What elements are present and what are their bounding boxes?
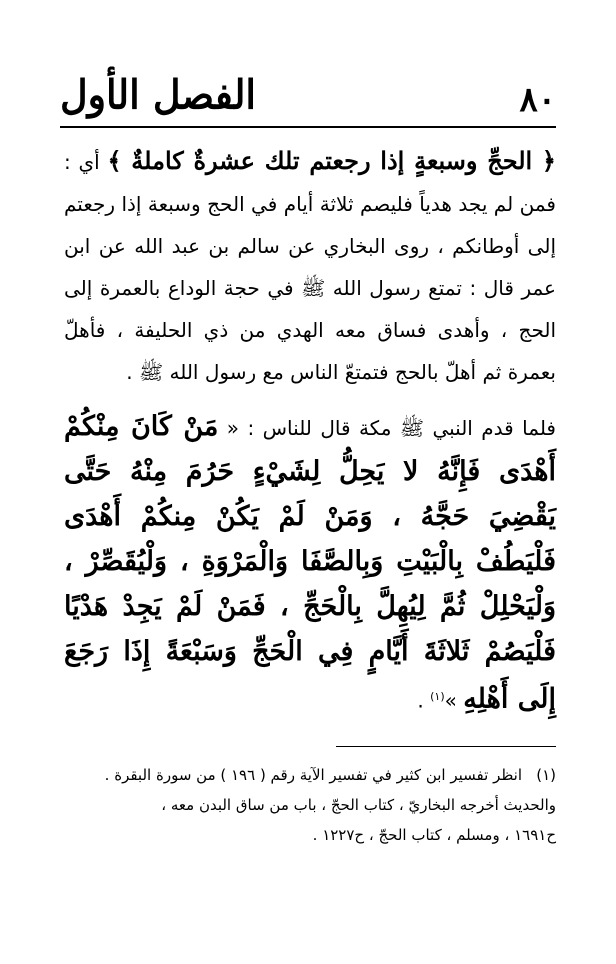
hadith-intro: فلما قدم النبي ﷺ مكة قال للناس : «: [218, 416, 556, 440]
page-header: [60, 70, 556, 126]
paragraph-tafsir-text: أي : فمن لم يجد هدياً فليصم ثلاثة أيام في الحج وسبعة إذا رجعتم إلى أوطانكم ، روى البخاري عن سالم بن عبد الله عن ابن عمر قال : تمتع رسول الله ﷺ في حجة الوداع بالعمرة إلى الحج ، وأهدى فساق معه الهدي من ذي الحليفة ، فأهلّ بعمرة ثم أهلّ بالحج فتمتعّ الناس مع رسول الله ﷺ .: [64, 150, 556, 384]
footnote-text: انظر تفسير ابن كثير في تفسير الآية رقم ( ١٩٦ ) من سورة البقرة .: [104, 766, 522, 784]
header-divider: [60, 126, 556, 128]
hadith-closing: »: [444, 688, 464, 713]
quran-verse: ﴿ الحجِّ وسبعةٍ إذا رجعتم تلك عشرةٌ كاملةٌ ﴾: [107, 146, 556, 175]
footnote-line: [64, 760, 556, 790]
footnotes: [64, 760, 556, 850]
hadith-end-mark: .: [417, 688, 431, 713]
footnote-text: والحديث أخرجه البخاريّ ، كتاب الحجّ ، باب من ساق البدن معه ،: [161, 796, 556, 814]
footnote-number: (١): [536, 766, 556, 784]
main-text: [64, 140, 556, 723]
footnote-text: ح١٦٩١ ، ومسلم ، كتاب الحجّ ، ح١٢٢٧ .: [312, 826, 556, 844]
paragraph-hadith: [64, 405, 556, 723]
footnote-line: [64, 790, 556, 820]
footnote-line: [64, 820, 556, 850]
hadith-text: مَنْ كَانَ مِنْكُمْ أَهْدَى فَإِنَّهُ لا يَحِلُّ لِشَيْءٍ حَرُمَ مِنْهُ حَتَّى يَقْضِيَ حَجَّهُ ، وَمَنْ لَمْ يَكُنْ مِنكُمْ أَهْدَى فَلْيَطُفْ بِالْبَيْتِ وَبِالصَّفَا وَالْمَرْوَةِ ، وَلْيُقَصِّرْ ، وَلْيَحْلِلْ ثُمَّ لِيُهِلَّ بِالْحَجِّ ، فَمَنْ لَمْ يَجِدْ هَدْيًا فَلْيَصُمْ ثَلاثَةَ أَيَّامٍ فِي الْحَجِّ وَسَبْعَةً إِذَا رَجَعَ إِلَى أَهْلِهِ: [64, 411, 556, 715]
footnote-divider: [336, 746, 556, 747]
footnote-reference[interactable]: (١): [430, 690, 445, 703]
chapter-title: الفصل الأول: [60, 70, 256, 119]
page-number: ٨٠: [519, 80, 556, 120]
paragraph-tafsir: [64, 140, 556, 393]
